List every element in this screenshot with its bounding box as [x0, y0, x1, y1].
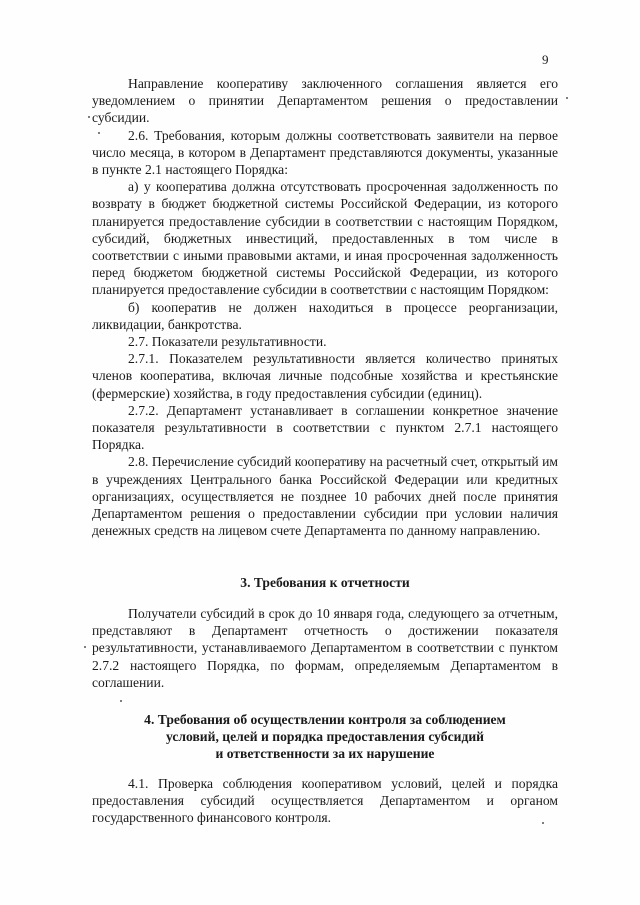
- paragraph-2-6-a: а) у кооператива должна отсутствовать просроченная задолженность по возврату в бюджет бюджетной системы Российской Федерации, из которого планируется предоставление субсидии в соответствии с настоящим Порядком, субсидий, бюджетных инвестиций, предоставленных в том числе в соответствии с иными правовыми актами, и иная просроченная задолженность перед бюджетом бюджетной системы Российской Федерации, из которого планируется предоставление субсидии в соответствии с настоящим Порядком:: [92, 179, 558, 298]
- section-3-heading: 3. Требования к отчетности: [240, 575, 410, 590]
- main-text-block: [92, 75, 558, 539]
- section-4-body: [92, 775, 558, 827]
- section-4-heading-line-2: условий, целей и порядка предоставления субсидий: [165, 729, 485, 745]
- paragraph-2-6: 2.6. Требования, которым должны соответствовать заявители на первое число месяца, в котором в Департамент представляются документы, указанные в пункте 2.1 настоящего Порядка:: [92, 127, 558, 178]
- paragraph-2-7-2: 2.7.2. Департамент устанавливает в соглашении конкретное значение показателя результативности в соответствии с пунктом 2.7.1 настоящего Порядка.: [92, 402, 558, 453]
- paragraph-section-3: Получатели субсидий в срок до 10 января года, следующего за отчетным, представляют в Департамент отчетность о достижении показателя результативности, устанавливаемого Департаментом в соответствии с пунктом 2.7.2 настоящего Порядка, по формам, определяемым Департаментом в соглашении.: [92, 606, 558, 690]
- section-3: [92, 574, 558, 591]
- paragraph-4-1: 4.1. Проверка соблюдения кооперативом условий, целей и порядка предоставления субсидий осуществляется Департаментом и органом государственного финансового контроля.: [92, 776, 558, 826]
- section-4-heading-line-3: и ответственности за их нарушение: [215, 746, 435, 762]
- paragraph-agreement-notice: Направление кооперативу заключенного соглашения является его уведомлением о принятии Департаментом решения о предоставлении субсидии.: [92, 76, 558, 126]
- section-4: [92, 711, 558, 763]
- page-number: 9: [542, 52, 549, 67]
- paragraph-2-7-1: 2.7.1. Показателем результативности является количество принятых членов кооператива, включая личные подсобные хозяйства и крестьянские (фермерские) хозяйства, в году предоставления субсидии (единиц).: [92, 351, 558, 401]
- section-3-body: [92, 605, 558, 691]
- section-4-heading-line-1: 4. Требования об осуществлении контроля за соблюдением: [144, 712, 506, 727]
- paragraph-2-8: 2.8. Перечисление субсидий кооперативу на расчетный счет, открытый им в учреждениях Центрального банка Российской Федерации или кредитных организациях, осуществляется не позднее 10 рабочих дней после принятия Департаментом решения о предоставлении субсидии при условии наличия денежных средств на лицевом счете Департамента по данному направлению.: [92, 454, 558, 539]
- paragraph-2-7: 2.7. Показатели результативности.: [128, 334, 327, 350]
- paragraph-2-6-b: б) кооператив не должен находиться в процессе реорганизации, ликвидации, банкротства.: [92, 299, 558, 332]
